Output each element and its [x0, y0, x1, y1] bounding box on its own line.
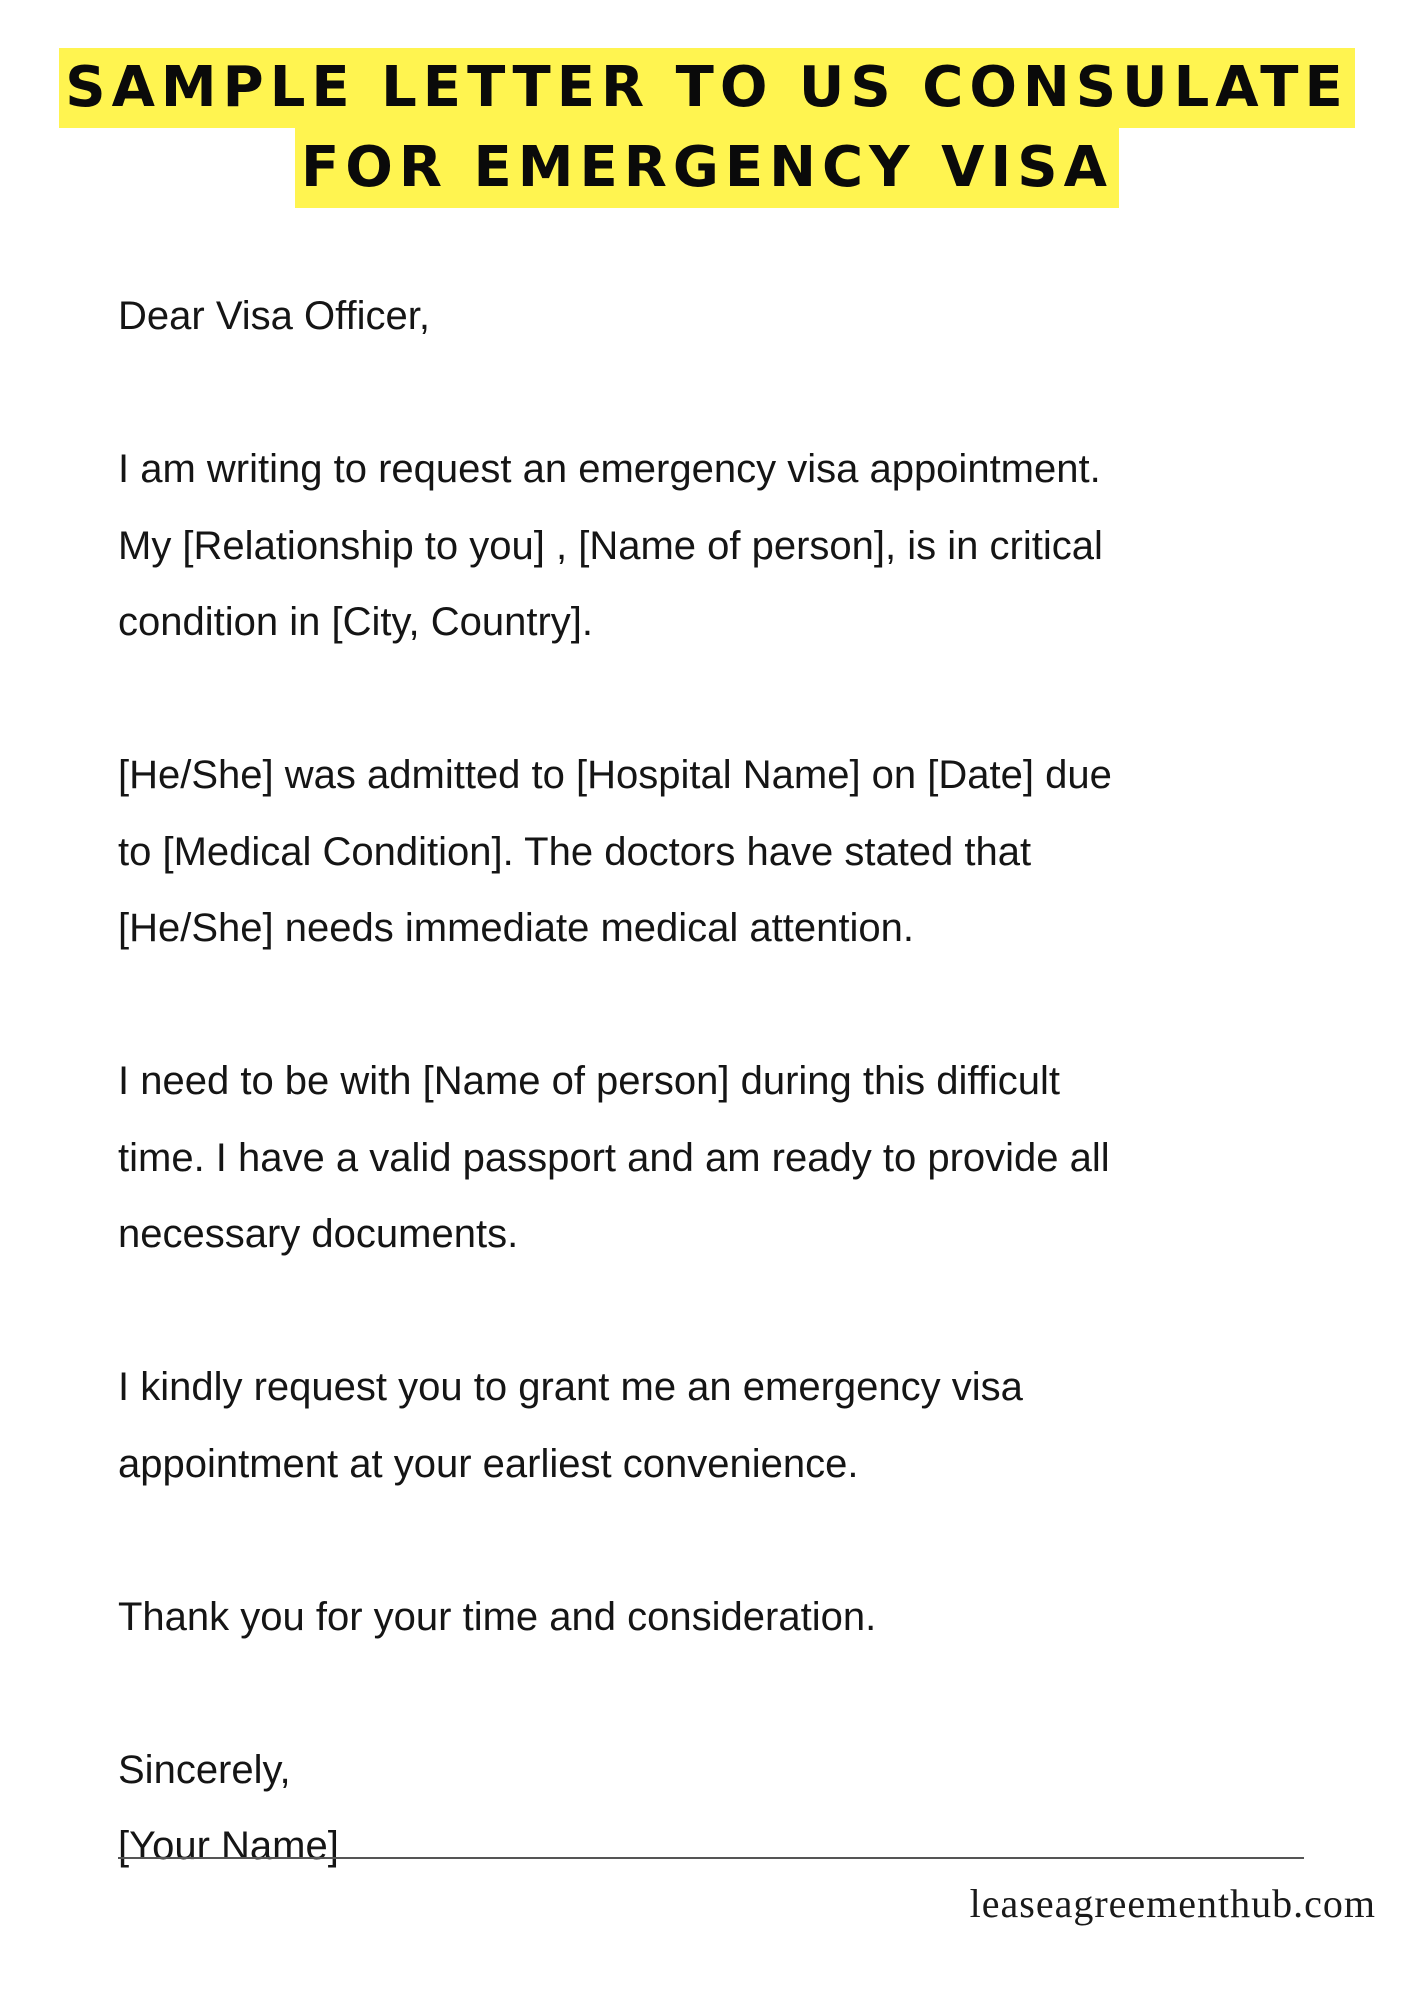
paragraph-3 [118, 1043, 1348, 1273]
title-line-1: SAMPLE LETTER TO US CONSULATE [59, 48, 1354, 128]
brand-watermark: leaseagreementhub.com [969, 1881, 1376, 1926]
paragraph-3-line-1: I need to be with [Name of person] during this difficult [118, 1059, 1061, 1103]
paragraph-2-line-2: to [Medical Condition]. The doctors have stated that [118, 829, 1032, 874]
signature-name: [Your Name] [118, 1824, 339, 1868]
paragraph-2-line-1: [He/She] was admitted to [Hospital Name] on [Date] due [118, 753, 1112, 797]
paragraph-2 [118, 737, 1348, 967]
signature-line [118, 1857, 1304, 1859]
paragraph-2-line-3: [He/She] needs immediate medical attention. [118, 906, 914, 950]
title-line-2: FOR EMERGENCY VISA [295, 128, 1119, 208]
paragraph-4-line-2: appointment at your earliest convenience. [118, 1441, 859, 1486]
letter-body [118, 278, 1348, 1885]
paragraph-4 [118, 1349, 1348, 1502]
paragraph-5 [118, 1579, 1348, 1656]
paragraph-5-line-1: Thank you for your time and consideration. [118, 1594, 877, 1639]
paragraph-3-line-3: necessary documents. [118, 1212, 519, 1256]
letter-title [0, 48, 1414, 208]
paragraph-1-line-3: condition in [City, Country]. [118, 600, 594, 644]
salutation: Dear Visa Officer, [118, 294, 430, 338]
paragraph-1 [118, 431, 1348, 661]
closing: Sincerely, [118, 1747, 291, 1792]
paragraph-4-line-1: I kindly request you to grant me an emergency visa [118, 1365, 1023, 1409]
paragraph-3-line-2: time. I have a valid passport and am ready to provide all [118, 1135, 1110, 1180]
paragraph-1-line-1: I am writing to request an emergency visa appointment. [118, 447, 1101, 491]
paragraph-1-line-2: My [Relationship to you] , [Name of person], is in critical [118, 523, 1103, 568]
